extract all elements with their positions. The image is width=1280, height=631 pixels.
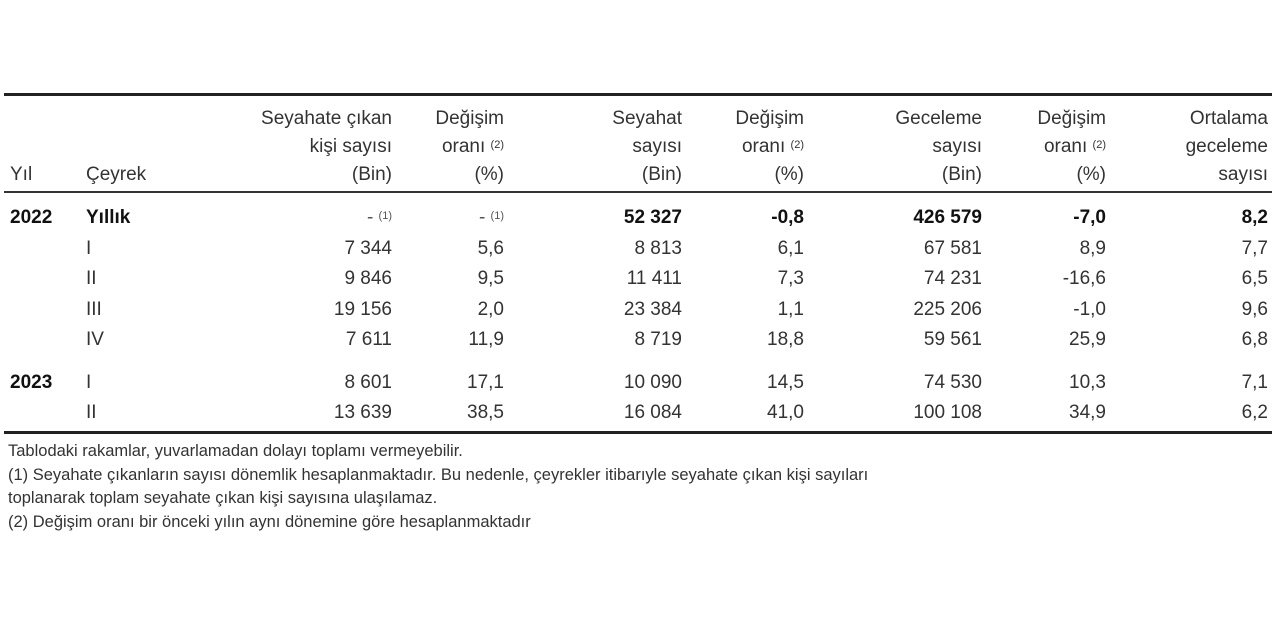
cell-trips: 8 813 (634, 237, 682, 259)
cell-nights: 426 579 (913, 207, 982, 228)
cell-avg-nights: 9,6 (1241, 298, 1268, 320)
cell-travellers: 13 639 (333, 402, 392, 423)
cell-quarter: IV (86, 329, 104, 350)
cell-trips: 16 084 (623, 402, 682, 423)
cell-year (4, 325, 86, 356)
header-travellers-change: Değişim oranı $^{(2)}$ (%) (435, 108, 504, 185)
cell-avg-nights: 7,7 (1241, 237, 1268, 259)
cell-avg-nights: 7,1 (1241, 371, 1268, 393)
cell-quarter: Yıllık (86, 207, 131, 228)
cell-nights-change: -1,0 (1073, 298, 1106, 320)
cell-nights-change: -16,6 (1062, 268, 1106, 289)
cell-trips: 10 090 (623, 371, 682, 393)
footnote-1-continued: toplanarak toplam seyahate çıkan kişi sayısına ulaşılamaz. (8, 489, 438, 507)
footnote-rounding: Tablodaki rakamlar, yuvarlamadan dolayı toplamı vermeyebilir. (8, 442, 463, 460)
table-row (4, 264, 1272, 295)
cell-year (4, 398, 86, 429)
table-row (4, 295, 1272, 326)
cell-trips-change: 1,1 (777, 298, 804, 320)
header-year: Yıl (10, 164, 33, 185)
cell-avg-nights: 6,8 (1241, 329, 1268, 350)
travel-statistics-table-container (4, 93, 1272, 434)
cell-travellers: 7 611 (345, 329, 392, 350)
cell-travellers: 9 846 (344, 268, 392, 289)
cell-travellers-change: - $^{(1)}$ (478, 207, 504, 228)
cell-year: 2023 (10, 371, 53, 393)
cell-trips: 8 719 (634, 329, 682, 350)
cell-nights-change: 10,3 (1069, 371, 1106, 393)
cell-nights-change: -7,0 (1073, 207, 1106, 228)
footnote-2: (2) Değişim oranı bir önceki yılın aynı dönemine göre hesaplanmaktadır (8, 512, 531, 531)
cell-nights: 100 108 (913, 402, 982, 423)
cell-trips: 11 411 (626, 268, 682, 289)
cell-avg-nights: 8,2 (1241, 207, 1268, 228)
cell-trips-change: 7,3 (777, 268, 804, 289)
cell-quarter: I (86, 237, 92, 259)
cell-quarter: I (86, 371, 92, 393)
cell-nights: 74 231 (923, 268, 982, 289)
cell-nights: 59 561 (923, 329, 982, 350)
cell-travellers-change: 38,5 (467, 402, 504, 423)
cell-quarter: II (86, 268, 97, 289)
table-footnotes (8, 440, 1208, 534)
cell-nights-change: 34,9 (1069, 402, 1106, 423)
cell-trips-change: 6,1 (777, 237, 804, 259)
cell-year (4, 234, 86, 265)
cell-trips: 52 327 (623, 207, 682, 228)
travel-statistics-table (4, 96, 1272, 191)
cell-travellers-change: 2,0 (477, 298, 504, 320)
cell-nights: 74 530 (923, 371, 982, 393)
cell-travellers: 19 156 (333, 298, 392, 320)
cell-year (4, 264, 86, 295)
cell-quarter: II (86, 402, 97, 423)
header-trips: Seyahat sayısı (Bin) (612, 108, 682, 185)
travel-statistics-body (4, 203, 1272, 429)
cell-trips-change: 14,5 (767, 371, 804, 393)
cell-trips-change: 41,0 (767, 402, 804, 423)
table-bottom-rule (4, 431, 1272, 434)
cell-quarter: III (86, 298, 102, 320)
cell-trips-change: -0,8 (771, 207, 804, 228)
table-header-row (4, 96, 1272, 191)
cell-travellers-change: 5,6 (477, 237, 504, 259)
header-avg-nights: Ortalama geceleme sayısı (1185, 108, 1268, 185)
table-row (4, 325, 1272, 356)
cell-nights: 67 581 (923, 237, 982, 259)
cell-nights: 225 206 (913, 298, 982, 320)
cell-travellers: - $^{(1)}$ (366, 207, 392, 228)
cell-trips: 23 384 (623, 298, 682, 320)
header-travellers: Seyahate çıkan kişi sayısı (Bin) (261, 108, 392, 185)
cell-travellers: 8 601 (344, 371, 392, 393)
table-row (4, 203, 1272, 234)
table-row (4, 234, 1272, 265)
cell-travellers-change: 9,5 (477, 268, 504, 289)
cell-avg-nights: 6,5 (1241, 268, 1268, 289)
cell-nights-change: 8,9 (1079, 237, 1106, 259)
footnote-1: (1) Seyahate çıkanların sayısı dönemlik hesaplanmaktadır. Bu nedenle, çeyrekler itibarıyle seyahate çıkan kişi sayıları (8, 465, 869, 484)
cell-year (4, 295, 86, 326)
cell-year: 2022 (10, 207, 53, 228)
table-row (4, 356, 1272, 399)
cell-trips-change: 18,8 (767, 329, 804, 350)
cell-avg-nights: 6,2 (1241, 402, 1268, 423)
cell-travellers-change: 11,9 (468, 329, 504, 350)
table-row (4, 398, 1272, 429)
header-quarter: Çeyrek (86, 164, 147, 185)
cell-nights-change: 25,9 (1069, 329, 1106, 350)
header-nights-change: Değişim oranı $^{(2)}$ (%) (1037, 108, 1106, 185)
header-nights: Geceleme sayısı (Bin) (895, 108, 982, 185)
cell-travellers-change: 17,1 (467, 371, 504, 393)
header-trips-change: Değişim oranı $^{(2)}$ (%) (735, 108, 804, 185)
cell-travellers: 7 344 (344, 237, 392, 259)
header-rule (4, 191, 1272, 193)
